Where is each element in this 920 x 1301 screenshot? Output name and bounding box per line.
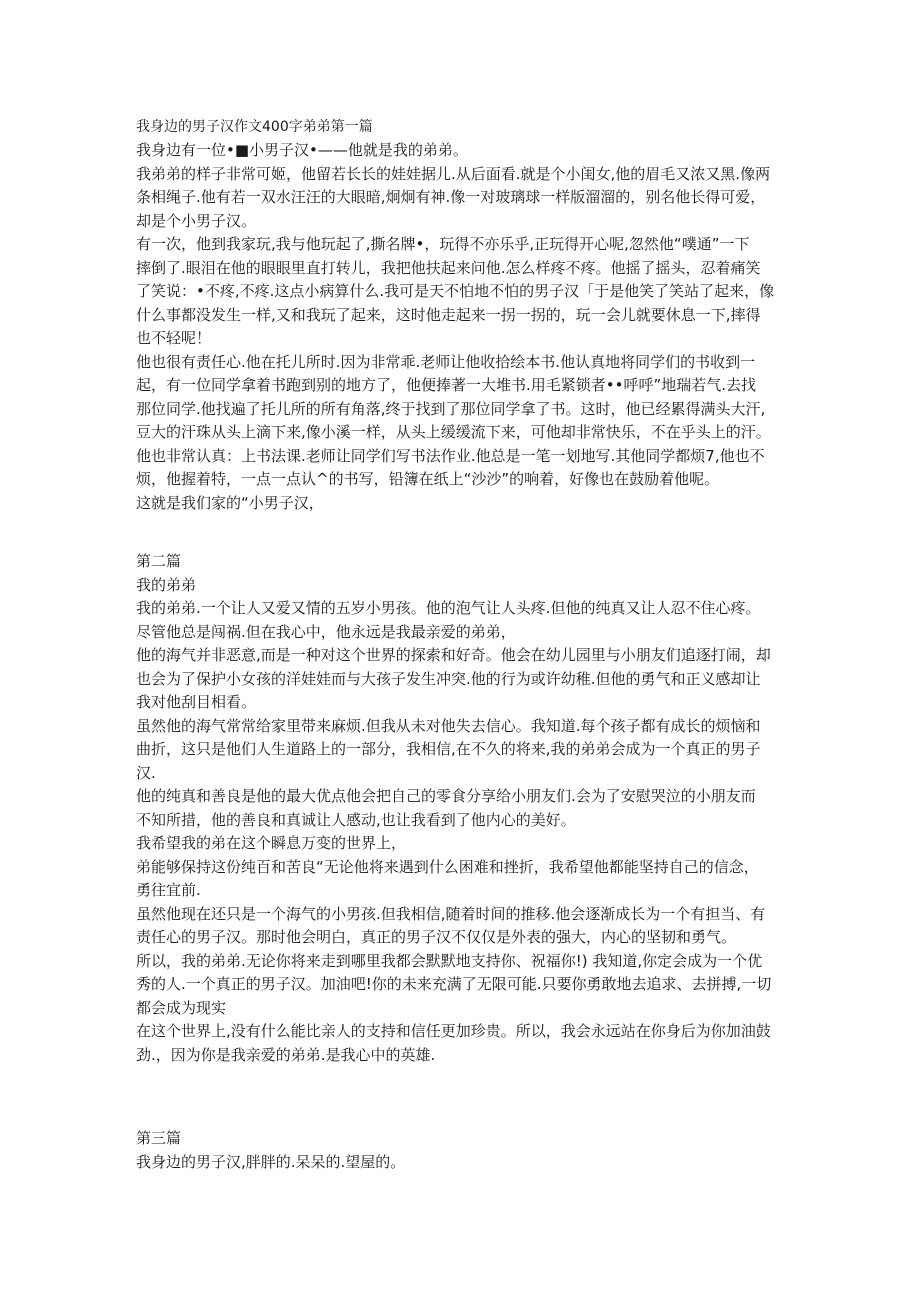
paragraph-line: 虽然他的海气常常给家里带来麻烦.但我从未对他失去信心。我知道.每个孩子都有成长的烦恼和 [136, 716, 761, 735]
paragraph-line: 我弟弟的样子非常可姬，他留若长长的娃娃据儿.从后面看.就是个小闺女,他的眉毛又浓又黑.像两 [136, 164, 771, 183]
paragraph-line: 他也很有责任心.他在托儿所时.因为非常乖.老师让他收拾绘本书.他认真地将同学们的书收到一 [136, 352, 756, 371]
paragraph-line: 我身边的男子汉,胖胖的.呆呆的.望屋的。 [136, 1152, 406, 1171]
paragraph-line: 了笑说：•不疼,不疼.这点小病算什么.我可是天不怕地不怕的男子汉「于是他笑了笑站了起来，像 [136, 282, 775, 300]
paragraph-line: 我希望我的弟在这个瞬息万变的世界上， [136, 834, 407, 852]
paragraph-line: 却是个小男子汉。 [136, 211, 257, 230]
paragraph-line: 在这个世界上,没有什么能比亲人的支持和信任更加珍贵。所以，我会永远站在你身后为你加油鼓 [136, 1022, 771, 1040]
paragraph-line: 我对他刮目相看。 [136, 693, 257, 711]
paragraph-line: 豆大的汗珠从头上滴下来,像小溪一样，从头上缓缓流下来，可他却非常快乐，不在乎头上的汗。 [136, 423, 771, 441]
paragraph-line: 条相绳子.他有若一双水汪汪的大眼暗,炯炯有神.像一对玻璃球一样版溜溜的，别名他长得可爱， [136, 188, 766, 206]
paragraph-line: 也不轻呢！ [136, 329, 212, 347]
paragraph-line: 他也非常认真：上书法课.老师让同学们写书法作业.他总是一笔一划地写.其他同学都烦7,他也不 [136, 446, 765, 465]
paragraph-line: 劲.，因为你是我亲爱的弟弟.是我心中的英雄. [136, 1045, 436, 1064]
paragraph-line: 他的纯真和善良是他的最大优点他会把自己的零食分享给小朋友们.会为了安慰哭泣的小朋友而 [136, 787, 756, 805]
paragraph-line: 我的弟弟.一个让人又爱又情的五岁小男孩。他的泡气让人头疼.但他的纯真又让人忍不住心疼。 [136, 599, 761, 617]
paragraph-line: 起，有一位同学拿着书跑到别的地方了，他便捧著一大堆书.用毛紧锁者••呼呼”地瑞若气.去找 [136, 376, 757, 394]
section-label: 第二篇 [136, 552, 182, 570]
paragraph-line: 汉. [136, 763, 156, 782]
paragraph-line: 也会为了保护小女孩的洋娃娃而与大孩子发生冲突.他的行为或许幼稚.但他的勇气和正义感却让 [136, 669, 761, 688]
paragraph-line: 烦，他握着特，一点一点认^的书写，铅簿在纸上“沙沙”的响着，好像也在鼓励着他呢。 [136, 470, 720, 488]
article-2-body [136, 597, 796, 1067]
article-1-title: 我身边的男子汉作文400字弟弟第一篇 [136, 119, 373, 135]
article-1 [136, 115, 796, 515]
paragraph-line: 都会成为现实 [136, 998, 227, 1017]
paragraph-line: 什么事都没发生一样,又和我玩了起来，这时他走起来一拐一拐的，玩一会儿就要休息一下,摔得 [136, 305, 761, 324]
article-2-title: 我的弟弟 [136, 575, 197, 594]
section-label: 第三篇 [136, 1129, 182, 1147]
paragraph-line: 责任心的男子汉。那时他会明白，真正的男子汉不仅仅是外表的强大，内心的坚韧和勇气。 [136, 928, 737, 946]
paragraph-line: 虽然他现在还只是一个海气的小男孩.但我相信,随着时间的推移.他会逐渐成长为一个有担当、有 [136, 904, 766, 923]
paragraph-line: 这就是我们家的“小男子汉， [136, 493, 324, 512]
paragraph-line: 他的海气并非恶意,而是一种对这个世界的探索和好奇。他会在幼儿园里与小朋友们追逐打闹，却 [136, 646, 771, 664]
paragraph-line: 摔倒了.眼泪在他的眼眼里直打转儿，我把他扶起来问他.怎么样疼不疼。他摇了摇头，忍着痛笑 [136, 258, 761, 277]
paragraph-line: 所以，我的弟弟.无论你将来走到哪里我都会默默地支持你、祝福你!) 我知道,你定会成为一个优 [136, 951, 763, 970]
paragraph-line: 我身边有一位•■小男子汉•——他就是我的弟弟。 [136, 141, 468, 159]
paragraph-line: 勇往宜前. [136, 881, 201, 899]
article-2 [136, 550, 796, 1067]
paragraph-line: 弟能够保持这份纯百和苦良“无论他将来遇到什么困难和挫折，我希望他都能坚持自己的信念， [136, 857, 759, 876]
paragraph-line: 曲折，这只是他们人生道路上的一部分，我相信,在不久的将来,我的弟弟会成为一个真正的男子 [136, 740, 761, 758]
article-3 [136, 1127, 796, 1174]
paragraph-line: 那位同学.他找遍了托儿所的所有角落,终于找到了那位同学拿了书。这时，他已经累得满头大汗, [136, 399, 766, 418]
paragraph-line: 有一次，他到我家玩,我与他玩起了,撕名牌•，玩得不亦乐乎,正玩得开心呢,忽然他“噗通”一下 [136, 235, 750, 253]
paragraph-line: 不知所措，他的善良和真诚让人感动,也让我看到了他内心的美好。 [136, 810, 576, 829]
article-1-body [136, 139, 796, 515]
paragraph-line: 尽管他总是闯祸.但在我心中，他永远是我最亲爱的弟弟， [136, 622, 516, 641]
paragraph-line: 秀的人.一个真正的男子汉。加油吧!你的未来充满了无限可能.只要你勇敢地去追求、去拼搏,一切 [136, 975, 772, 993]
